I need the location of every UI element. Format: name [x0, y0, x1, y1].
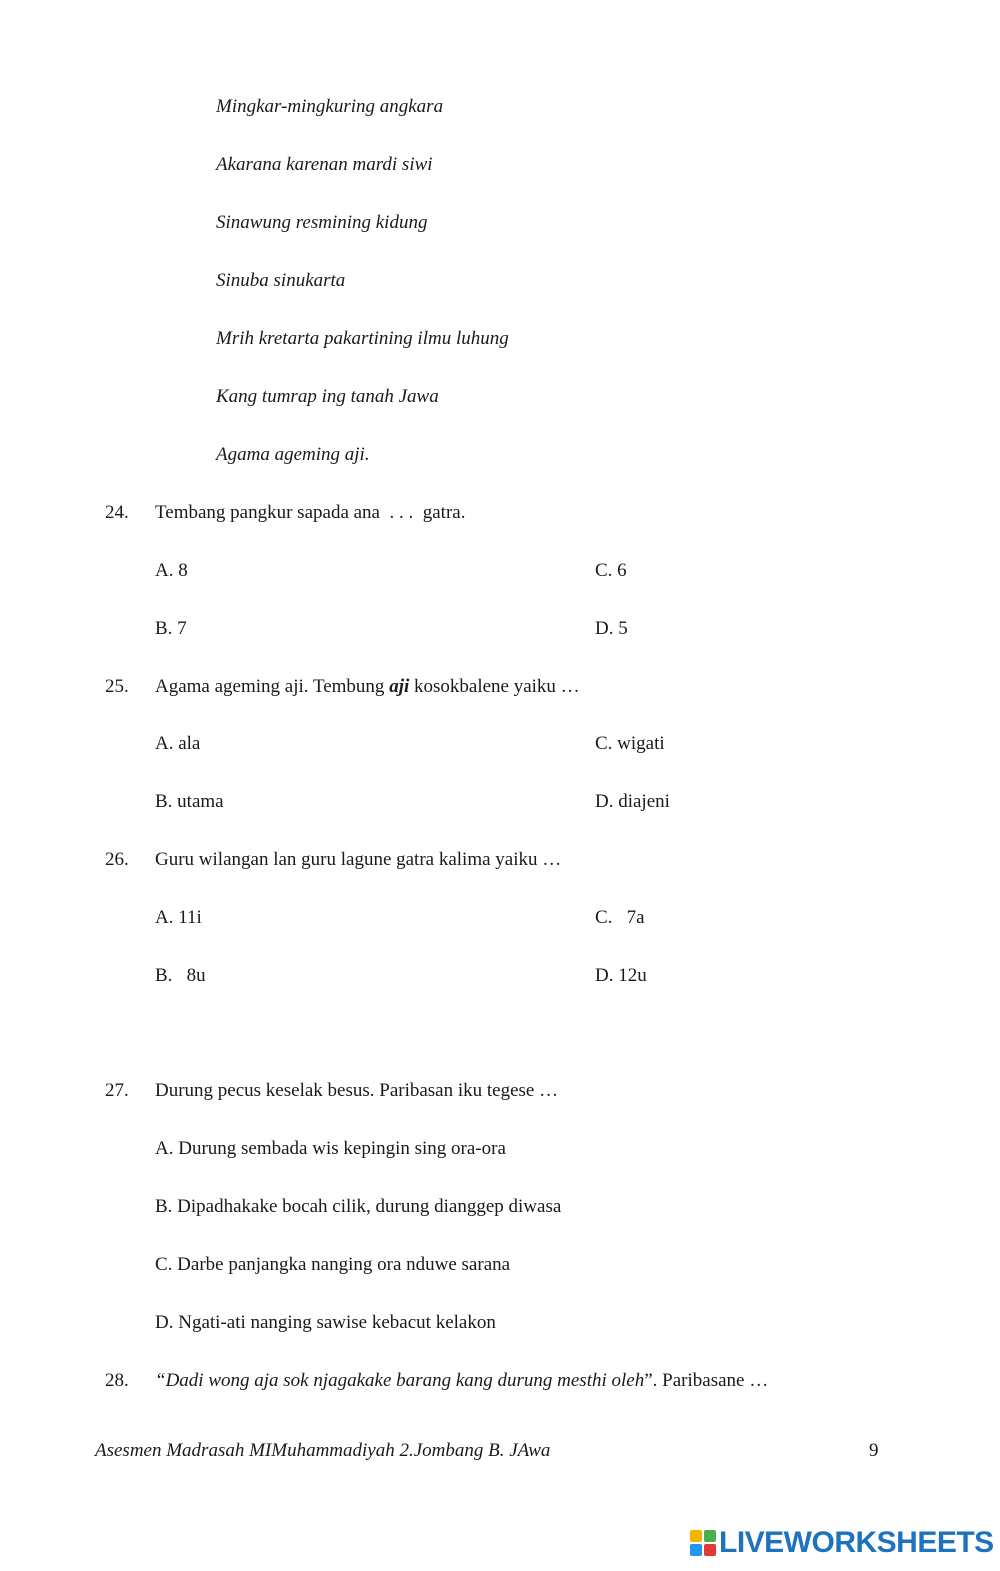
logo-text: LIVEWORKSHEETS [719, 1526, 994, 1559]
option-25-c[interactable]: C. wigati [595, 733, 665, 754]
option-24-a[interactable]: A. 8 [155, 560, 188, 581]
poem-line: Sinuba sinukarta [216, 270, 346, 291]
question-text-27: Durung pecus keselak besus. Paribasan iku tegese … [155, 1080, 559, 1101]
question-number-25: 25. [105, 676, 129, 697]
option-24-d[interactable]: D. 5 [595, 618, 628, 639]
question-text-28-part: ”. Paribasane … [644, 1370, 769, 1391]
question-text-25-part: Agama ageming aji. Tembung [155, 676, 390, 697]
option-24-c[interactable]: C. 6 [595, 560, 627, 581]
option-25-d[interactable]: D. diajeni [595, 791, 670, 812]
question-number-27: 27. [105, 1080, 129, 1101]
option-27-b[interactable]: B. Dipadhakake bocah cilik, durung dianggep diwasa [155, 1196, 562, 1217]
question-number-28: 28. [105, 1370, 129, 1391]
page-number: 9 [869, 1440, 879, 1461]
poem-line: Akarana karenan mardi siwi [216, 154, 433, 175]
option-25-b[interactable]: B. utama [155, 791, 224, 812]
question-text-24: Tembang pangkur sapada ana . . . gatra. [155, 502, 466, 523]
option-26-b[interactable]: B. 8u [155, 965, 206, 986]
option-25-a[interactable]: A. ala [155, 733, 201, 754]
poem-line: Kang tumrap ing tanah Jawa [216, 386, 439, 407]
question-text-26: Guru wilangan lan guru lagune gatra kalima yaiku … [155, 849, 562, 870]
option-27-d[interactable]: D. Ngati-ati nanging sawise kebacut kelakon [155, 1312, 496, 1333]
liveworksheets-logo[interactable] [690, 1528, 994, 1558]
option-27-a[interactable]: A. Durung sembada wis kepingin sing ora-ora [155, 1138, 506, 1159]
option-27-c[interactable]: C. Darbe panjangka nanging ora nduwe sarana [155, 1254, 511, 1275]
question-number-26: 26. [105, 849, 129, 870]
poem-line: Sinawung resmining kidung [216, 212, 428, 233]
poem-line: Mingkar-mingkuring angkara [216, 96, 444, 117]
emphasized-word: aji [389, 676, 410, 697]
poem-line: Mrih kretarta pakartining ilmu luhung [216, 328, 509, 349]
page-footer: Asesmen Madrasah MIMuhammadiyah 2.Jombang B. JAwa [95, 1440, 551, 1461]
question-number-24: 24. [105, 502, 129, 523]
option-26-a[interactable]: A. 11i [155, 907, 202, 928]
question-text-25-part: kosokbalene yaiku … [409, 676, 580, 697]
liveworksheets-logo-icon [690, 1530, 716, 1556]
question-text-28 [155, 1371, 768, 1390]
option-24-b[interactable]: B. 7 [155, 618, 187, 639]
option-26-c[interactable]: C. 7a [595, 907, 645, 928]
quoted-sentence: “Dadi wong aja sok njagakake barang kang durung mesthi oleh [155, 1370, 645, 1391]
question-text-25 [155, 677, 580, 696]
option-26-d[interactable]: D. 12u [595, 965, 647, 986]
poem-line: Agama ageming aji. [216, 444, 370, 465]
